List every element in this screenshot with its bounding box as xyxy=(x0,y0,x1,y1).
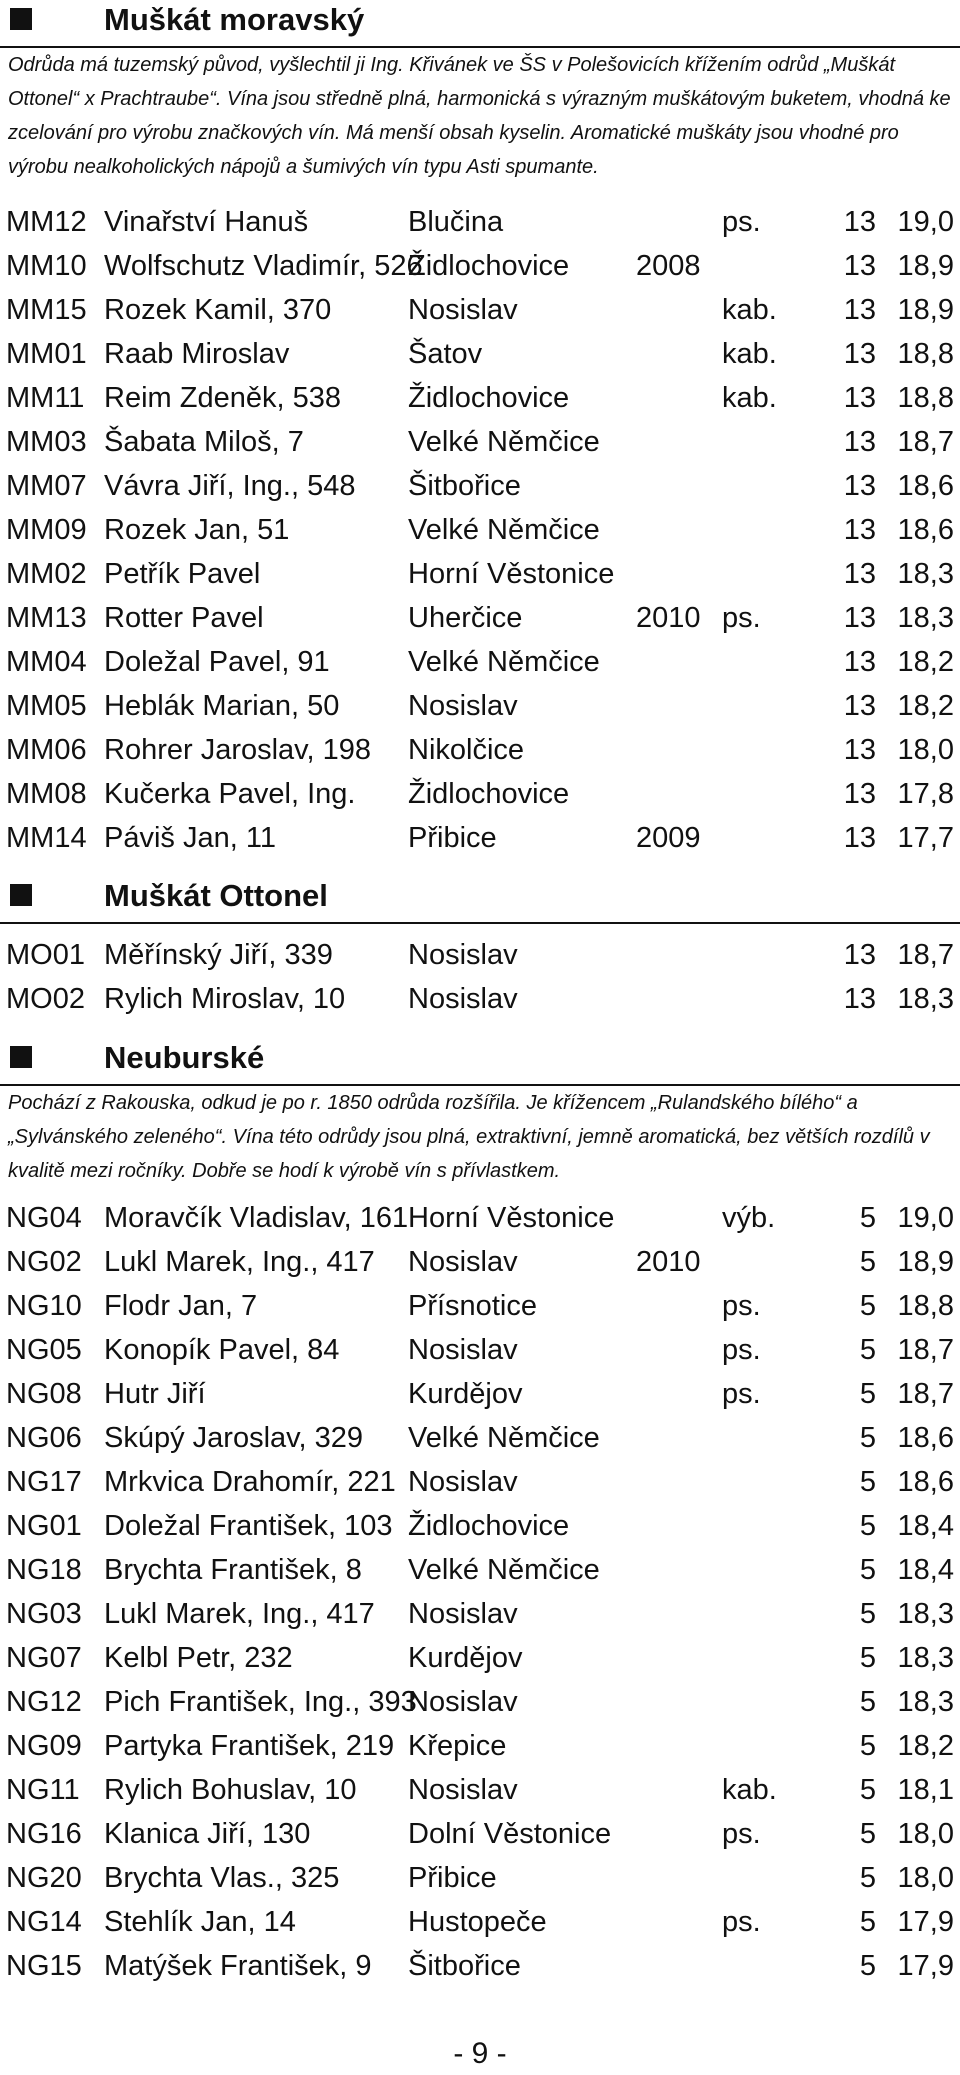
row-score: 18,9 xyxy=(897,250,954,282)
table-row xyxy=(0,508,960,552)
row-name: Konopík Pavel, 84 xyxy=(104,1334,340,1366)
row-place: Nosislav xyxy=(408,939,518,971)
row-code: MM07 xyxy=(6,470,87,502)
row-name: Vinařství Hanuš xyxy=(104,206,309,238)
row-score: 17,8 xyxy=(897,778,954,810)
table-row xyxy=(0,332,960,376)
row-name: Matýšek František, 9 xyxy=(104,1950,372,1982)
row-count: 13 xyxy=(843,690,876,722)
row-count: 5 xyxy=(859,1510,876,1542)
row-score: 18,0 xyxy=(897,1862,954,1894)
row-code: MM14 xyxy=(6,822,87,854)
row-place: Dolní Věstonice xyxy=(408,1818,612,1850)
row-name: Páviš Jan, 11 xyxy=(104,822,276,854)
table-row xyxy=(0,1416,960,1460)
row-name: Pich František, Ing., 393 xyxy=(104,1686,417,1718)
row-score: 18,9 xyxy=(897,1246,954,1278)
row-name: Petřík Pavel xyxy=(104,558,261,590)
table-row xyxy=(0,772,960,816)
row-count: 5 xyxy=(859,1334,876,1366)
table-row xyxy=(0,1856,960,1900)
row-place: Nikolčice xyxy=(408,734,525,766)
row-name: Kelbl Petr, 232 xyxy=(104,1642,293,1674)
table-row xyxy=(0,1284,960,1328)
row-place: Horní Věstonice xyxy=(408,558,615,590)
row-code: MM06 xyxy=(6,734,87,766)
row-place: Nosislav xyxy=(408,1246,518,1278)
row-code: NG11 xyxy=(6,1774,80,1806)
row-code: NG02 xyxy=(6,1246,82,1278)
section-header xyxy=(0,0,960,48)
table-row xyxy=(0,640,960,684)
row-place: Nosislav xyxy=(408,1774,518,1806)
row-count: 5 xyxy=(859,1378,876,1410)
row-count: 5 xyxy=(859,1554,876,1586)
row-count: 5 xyxy=(859,1686,876,1718)
row-score: 18,7 xyxy=(897,1334,954,1366)
row-name: Lukl Marek, Ing., 417 xyxy=(104,1598,375,1630)
row-place: Velké Němčice xyxy=(408,426,600,458)
row-code: MM12 xyxy=(6,206,87,238)
row-year: 2009 xyxy=(636,822,701,854)
row-score: 18,3 xyxy=(897,983,954,1015)
row-attribute: ps. xyxy=(722,1906,761,1938)
row-code: MM15 xyxy=(6,294,87,326)
row-score: 18,1 xyxy=(897,1774,954,1806)
table-row xyxy=(0,552,960,596)
row-count: 13 xyxy=(843,514,876,546)
row-code: NG03 xyxy=(6,1598,82,1630)
row-attribute: ps. xyxy=(722,206,761,238)
row-score: 18,0 xyxy=(897,1818,954,1850)
row-code: NG07 xyxy=(6,1642,82,1674)
row-count: 5 xyxy=(859,1202,876,1234)
row-attribute: ps. xyxy=(722,1334,761,1366)
row-code: MM08 xyxy=(6,778,87,810)
row-count: 5 xyxy=(859,1950,876,1982)
row-place: Přibice xyxy=(408,1862,497,1894)
row-count: 5 xyxy=(859,1422,876,1454)
table-row xyxy=(0,596,960,640)
row-code: NG16 xyxy=(6,1818,82,1850)
results-table xyxy=(0,200,960,860)
row-place: Hustopeče xyxy=(408,1906,547,1938)
row-count: 5 xyxy=(859,1774,876,1806)
row-attribute: ps. xyxy=(722,602,761,634)
row-place: Blučina xyxy=(408,206,504,238)
row-count: 13 xyxy=(843,294,876,326)
row-count: 5 xyxy=(859,1598,876,1630)
table-row xyxy=(0,1680,960,1724)
row-code: NG15 xyxy=(6,1950,82,1982)
row-score: 18,2 xyxy=(897,1730,954,1762)
row-place: Velké Němčice xyxy=(408,514,600,546)
row-code: NG01 xyxy=(6,1510,82,1542)
row-code: NG12 xyxy=(6,1686,82,1718)
row-attribute: ps. xyxy=(722,1818,761,1850)
row-score: 18,6 xyxy=(897,1466,954,1498)
row-code: MM04 xyxy=(6,646,87,678)
row-count: 13 xyxy=(843,206,876,238)
table-row xyxy=(0,1548,960,1592)
row-count: 5 xyxy=(859,1290,876,1322)
row-code: NG14 xyxy=(6,1906,82,1938)
row-count: 5 xyxy=(859,1466,876,1498)
row-place: Židlochovice xyxy=(408,382,570,414)
row-code: NG08 xyxy=(6,1378,82,1410)
row-place: Židlochovice xyxy=(408,778,570,810)
row-count: 13 xyxy=(843,734,876,766)
section-description: Pochází z Rakouska, odkud je po r. 1850 odrůda rozšířila. Je křížencem „Rulandského bílého“ a „Sylvánského zeleného“. Vína této odrůdy jsou plná, extraktivní, jemně aromatická, bez větších rozdílů v kvalitě mezi ročníky. Dobře se hodí k výrobě vín s přívlastkem. xyxy=(8,1092,930,1182)
row-place: Nosislav xyxy=(408,690,518,722)
square-bullet-icon xyxy=(10,1046,32,1068)
table-row xyxy=(0,200,960,244)
row-name: Partyka František, 219 xyxy=(104,1730,395,1762)
row-score: 18,4 xyxy=(897,1510,954,1542)
row-attribute: kab. xyxy=(722,338,777,370)
row-place: Kurdějov xyxy=(408,1642,523,1674)
row-year: 2010 xyxy=(636,1246,701,1278)
table-row xyxy=(0,420,960,464)
table-row xyxy=(0,464,960,508)
row-name: Raab Miroslav xyxy=(104,338,290,370)
row-name: Doležal Pavel, 91 xyxy=(104,646,330,678)
square-bullet-icon xyxy=(10,8,32,30)
row-count: 5 xyxy=(859,1818,876,1850)
section-title: Muškát Ottonel xyxy=(104,878,328,913)
row-name: Rohrer Jaroslav, 198 xyxy=(104,734,372,766)
row-score: 19,0 xyxy=(897,206,954,238)
row-score: 19,0 xyxy=(897,1202,954,1234)
row-place: Šatov xyxy=(408,338,483,370)
row-score: 18,6 xyxy=(897,470,954,502)
row-attribute: kab. xyxy=(722,1774,777,1806)
row-year: 2008 xyxy=(636,250,701,282)
table-row xyxy=(0,1636,960,1680)
row-place: Židlochovice xyxy=(408,1510,570,1542)
row-score: 18,8 xyxy=(897,1290,954,1322)
section-title: Muškát moravský xyxy=(104,2,365,37)
row-code: NG04 xyxy=(6,1202,82,1234)
table-row xyxy=(0,1328,960,1372)
row-score: 18,6 xyxy=(897,1422,954,1454)
results-table xyxy=(0,933,960,1021)
row-score: 18,3 xyxy=(897,1686,954,1718)
row-place: Nosislav xyxy=(408,294,518,326)
row-name: Wolfschutz Vladimír, 526 xyxy=(104,250,423,282)
row-score: 18,8 xyxy=(897,382,954,414)
row-score: 18,6 xyxy=(897,514,954,546)
row-place: Velké Němčice xyxy=(408,1554,600,1586)
row-place: Šitbořice xyxy=(408,1950,521,1982)
row-code: MM01 xyxy=(6,338,87,370)
row-place: Horní Věstonice xyxy=(408,1202,615,1234)
row-place: Nosislav xyxy=(408,1466,518,1498)
section-header xyxy=(0,876,960,924)
row-score: 18,3 xyxy=(897,1598,954,1630)
table-row xyxy=(0,1944,960,1988)
row-score: 18,3 xyxy=(897,602,954,634)
row-name: Kučerka Pavel, Ing. xyxy=(104,778,356,810)
row-name: Heblák Marian, 50 xyxy=(104,690,340,722)
row-score: 18,7 xyxy=(897,1378,954,1410)
table-row xyxy=(0,1460,960,1504)
row-code: NG06 xyxy=(6,1422,82,1454)
row-attribute: ps. xyxy=(722,1378,761,1410)
row-count: 13 xyxy=(843,426,876,458)
row-name: Vávra Jiří, Ing., 548 xyxy=(104,470,356,502)
row-name: Mrkvica Drahomír, 221 xyxy=(104,1466,396,1498)
row-code: MM13 xyxy=(6,602,87,634)
row-code: MM09 xyxy=(6,514,87,546)
row-attribute: kab. xyxy=(722,382,777,414)
row-score: 18,7 xyxy=(897,939,954,971)
table-row xyxy=(0,977,960,1021)
table-row xyxy=(0,1768,960,1812)
table-row xyxy=(0,684,960,728)
table-row xyxy=(0,1812,960,1856)
row-name: Hutr Jiří xyxy=(104,1378,206,1410)
row-score: 18,2 xyxy=(897,690,954,722)
row-count: 5 xyxy=(859,1246,876,1278)
row-place: Nosislav xyxy=(408,983,518,1015)
row-attribute: ps. xyxy=(722,1290,761,1322)
row-score: 18,9 xyxy=(897,294,954,326)
section-title: Neuburské xyxy=(104,1040,265,1075)
row-code: NG10 xyxy=(6,1290,82,1322)
table-row xyxy=(0,288,960,332)
row-score: 18,8 xyxy=(897,338,954,370)
row-place: Šitbořice xyxy=(408,470,521,502)
row-count: 13 xyxy=(843,646,876,678)
row-name: Moravčík Vladislav, 161 xyxy=(104,1202,409,1234)
row-name: Stehlík Jan, 14 xyxy=(104,1906,296,1938)
results-table xyxy=(0,1196,960,1988)
row-count: 13 xyxy=(843,250,876,282)
row-name: Brychta František, 8 xyxy=(104,1554,362,1586)
row-place: Židlochovice xyxy=(408,250,570,282)
row-count: 13 xyxy=(843,382,876,414)
row-name: Rotter Pavel xyxy=(104,602,264,634)
row-place: Kurdějov xyxy=(408,1378,523,1410)
row-score: 18,2 xyxy=(897,646,954,678)
square-bullet-icon xyxy=(10,884,32,906)
table-row xyxy=(0,1240,960,1284)
row-name: Měřínský Jiří, 339 xyxy=(104,939,333,971)
row-code: MM05 xyxy=(6,690,87,722)
row-name: Skúpý Jaroslav, 329 xyxy=(104,1422,363,1454)
row-place: Přísnotice xyxy=(408,1290,537,1322)
row-attribute: kab. xyxy=(722,294,777,326)
table-row xyxy=(0,244,960,288)
table-row xyxy=(0,1196,960,1240)
row-name: Brychta Vlas., 325 xyxy=(104,1862,340,1894)
row-count: 13 xyxy=(843,778,876,810)
row-name: Rozek Kamil, 370 xyxy=(104,294,332,326)
row-name: Rylich Bohuslav, 10 xyxy=(104,1774,357,1806)
row-code: MO02 xyxy=(6,983,85,1015)
row-count: 13 xyxy=(843,983,876,1015)
row-code: NG17 xyxy=(6,1466,82,1498)
row-attribute: výb. xyxy=(722,1202,776,1234)
row-name: Klanica Jiří, 130 xyxy=(104,1818,311,1850)
table-row xyxy=(0,1372,960,1416)
row-score: 18,0 xyxy=(897,734,954,766)
row-code: MM03 xyxy=(6,426,87,458)
row-score: 18,4 xyxy=(897,1554,954,1586)
row-code: NG20 xyxy=(6,1862,82,1894)
row-year: 2010 xyxy=(636,602,701,634)
row-score: 17,9 xyxy=(897,1950,954,1982)
row-place: Křepice xyxy=(408,1730,507,1762)
row-name: Šabata Miloš, 7 xyxy=(104,426,304,458)
row-count: 13 xyxy=(843,338,876,370)
row-score: 18,3 xyxy=(897,1642,954,1674)
table-row xyxy=(0,1724,960,1768)
row-name: Rylich Miroslav, 10 xyxy=(104,983,346,1015)
row-score: 18,3 xyxy=(897,558,954,590)
row-code: MM02 xyxy=(6,558,87,590)
row-place: Přibice xyxy=(408,822,497,854)
row-name: Lukl Marek, Ing., 417 xyxy=(104,1246,375,1278)
section-description: Odrůda má tuzemský původ, vyšlechtil ji Ing. Křivánek ve ŠS v Polešovicích křížením odrůd „Muškát Ottonel“ x Prachtraube“. Vína jsou středně plná, harmonická s výrazným muškátovým buketem, vhodná ke zcelování pro výrobu značkových vín. Má menší obsah kyselin. Aromatické muškáty jsou vhodné pro výrobu nealkoholických nápojů a šumivých vín typu Asti spumante. xyxy=(8,54,951,178)
row-score: 17,7 xyxy=(897,822,954,854)
row-name: Flodr Jan, 7 xyxy=(104,1290,258,1322)
row-count: 13 xyxy=(843,558,876,590)
row-code: NG09 xyxy=(6,1730,82,1762)
row-place: Velké Němčice xyxy=(408,1422,600,1454)
row-code: NG05 xyxy=(6,1334,82,1366)
table-row xyxy=(0,1504,960,1548)
row-code: MM10 xyxy=(6,250,87,282)
row-count: 13 xyxy=(843,470,876,502)
row-count: 5 xyxy=(859,1862,876,1894)
row-place: Uherčice xyxy=(408,602,523,634)
row-count: 5 xyxy=(859,1642,876,1674)
table-row xyxy=(0,1900,960,1944)
row-name: Rozek Jan, 51 xyxy=(104,514,290,546)
table-row xyxy=(0,933,960,977)
table-row xyxy=(0,728,960,772)
row-name: Doležal František, 103 xyxy=(104,1510,393,1542)
row-code: MO01 xyxy=(6,939,85,971)
row-count: 5 xyxy=(859,1906,876,1938)
row-count: 5 xyxy=(859,1730,876,1762)
table-row xyxy=(0,816,960,860)
row-name: Reim Zdeněk, 538 xyxy=(104,382,341,414)
row-place: Nosislav xyxy=(408,1598,518,1630)
table-row xyxy=(0,376,960,420)
row-place: Nosislav xyxy=(408,1334,518,1366)
page-number: - 9 - xyxy=(453,2037,507,2070)
row-code: NG18 xyxy=(6,1554,82,1586)
row-score: 18,7 xyxy=(897,426,954,458)
row-count: 13 xyxy=(843,939,876,971)
row-place: Nosislav xyxy=(408,1686,518,1718)
section-header xyxy=(0,1038,960,1086)
row-count: 13 xyxy=(843,822,876,854)
row-place: Velké Němčice xyxy=(408,646,600,678)
row-score: 17,9 xyxy=(897,1906,954,1938)
table-row xyxy=(0,1592,960,1636)
row-count: 13 xyxy=(843,602,876,634)
row-code: MM11 xyxy=(6,382,85,414)
